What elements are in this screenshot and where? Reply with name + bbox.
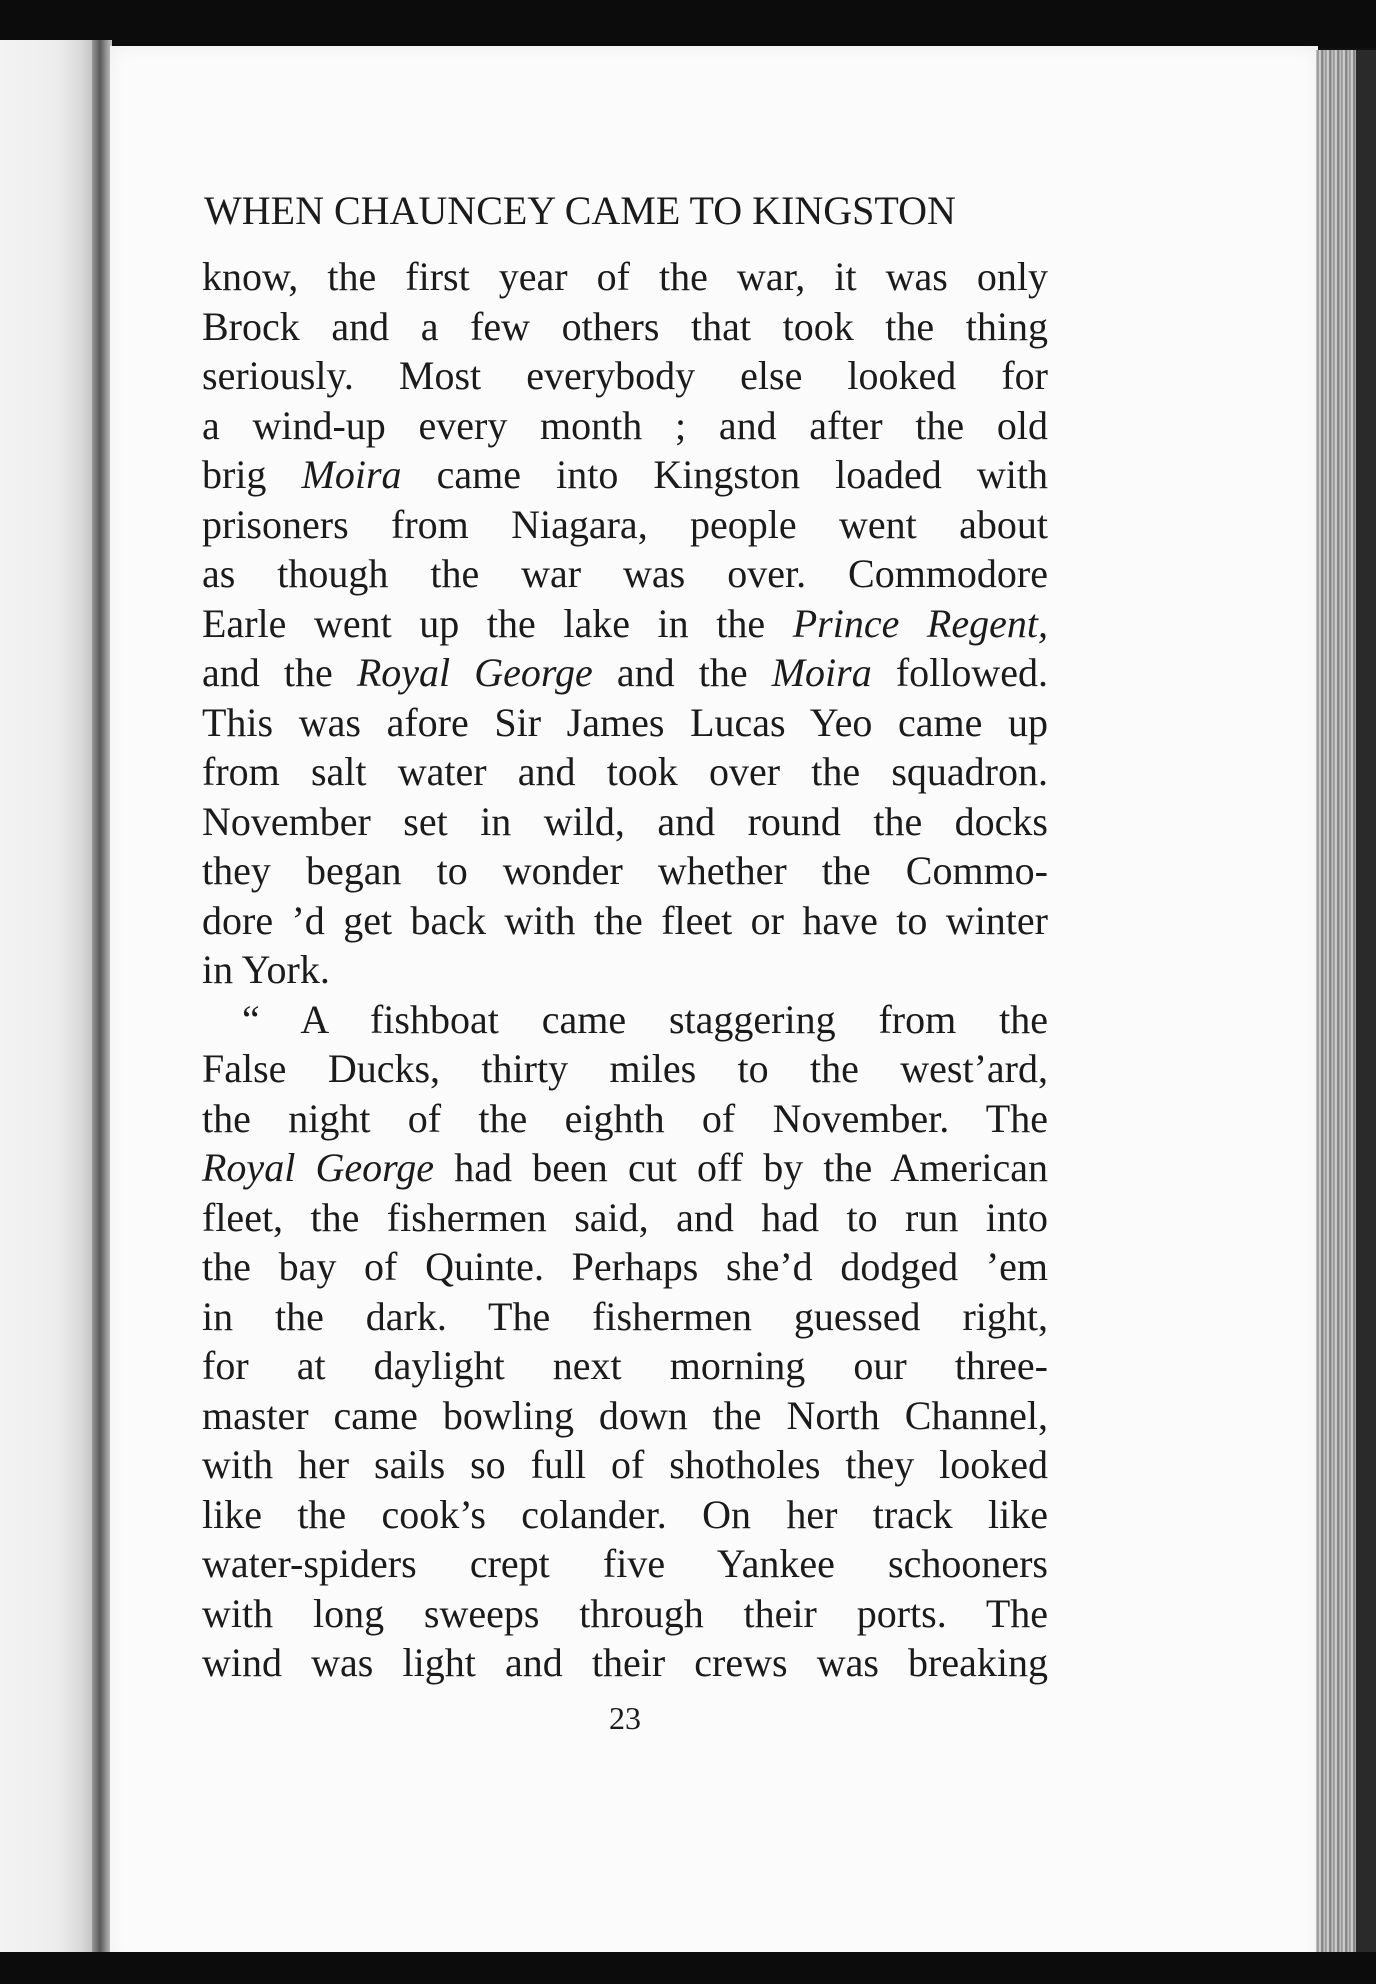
text-segment: know, the first year of the war, it was only bbox=[202, 254, 1048, 299]
italic-ship-name: Royal George bbox=[356, 650, 593, 695]
scan-top-border bbox=[0, 0, 1376, 48]
text-line bbox=[202, 1490, 1048, 1540]
text-segment: This was afore Sir James Lucas Yeo came up bbox=[202, 699, 1048, 745]
text-line bbox=[202, 846, 1048, 896]
text-segment: in York. bbox=[202, 947, 330, 992]
text-line bbox=[202, 1193, 1048, 1243]
text-line bbox=[202, 1539, 1048, 1589]
text-line bbox=[202, 797, 1048, 847]
text-line bbox=[202, 1589, 1048, 1639]
text-line bbox=[202, 648, 1048, 698]
text-segment: had been cut off by the American bbox=[434, 1145, 1049, 1190]
text-segment: as though the war was over. Commodore bbox=[202, 551, 1048, 596]
text-segment: the night of the eighth of November. The bbox=[202, 1095, 1048, 1141]
text-line bbox=[202, 1143, 1048, 1193]
text-segment: with her sails so full of shotholes they looked bbox=[202, 1442, 1048, 1487]
text-segment: and the bbox=[202, 650, 357, 695]
text-segment: from salt water and took over the squadron. bbox=[202, 749, 1048, 794]
text-segment: Earle went up the lake in the bbox=[202, 600, 793, 646]
text-line bbox=[202, 450, 1048, 500]
text-line bbox=[202, 1292, 1048, 1342]
text-segment: they began to wonder whether the Commo- bbox=[202, 848, 1048, 893]
text-line bbox=[202, 1638, 1048, 1688]
text-segment: False Ducks, thirty miles to the west’ard, bbox=[202, 1046, 1048, 1091]
text-line bbox=[202, 896, 1048, 946]
page-fore-edge bbox=[1316, 50, 1376, 1970]
text-segment: November set in wild, and round the docks bbox=[202, 798, 1048, 844]
text-line bbox=[202, 1341, 1048, 1391]
text-line bbox=[202, 995, 1048, 1045]
text-line bbox=[202, 252, 1048, 302]
text-line bbox=[202, 549, 1048, 599]
text-line bbox=[202, 500, 1048, 550]
text-line bbox=[202, 1242, 1048, 1292]
text-line bbox=[202, 351, 1048, 401]
text-line bbox=[202, 747, 1048, 797]
text-segment: Brock and a few others that took the thing bbox=[202, 303, 1048, 349]
text-line bbox=[202, 945, 1048, 995]
book-gutter bbox=[92, 40, 112, 1970]
text-segment: for at daylight next morning our three- bbox=[202, 1343, 1048, 1388]
page-number: 23 bbox=[609, 1700, 641, 1736]
text-segment: came into Kingston loaded with bbox=[401, 452, 1049, 497]
text-line bbox=[202, 599, 1048, 649]
text-segment: water-spiders crept five Yankee schooners bbox=[202, 1541, 1048, 1586]
text-segment: fleet, the fishermen said, and had to run into bbox=[202, 1194, 1048, 1240]
text-segment: dore ’d get back with the fleet or have to winter bbox=[202, 897, 1048, 943]
text-segment: and the bbox=[592, 650, 772, 695]
scan-bottom-border bbox=[0, 1952, 1376, 1984]
text-line bbox=[202, 698, 1048, 748]
facing-page-edge bbox=[0, 40, 96, 1970]
body-text bbox=[202, 252, 1048, 1688]
text-segment: brig bbox=[202, 452, 302, 497]
italic-ship-name: Moira bbox=[771, 650, 872, 695]
text-segment: seriously. Most everybody else looked for bbox=[202, 353, 1048, 398]
italic-ship-name: Moira bbox=[301, 452, 402, 497]
text-segment: a wind-up every month ; and after the old bbox=[202, 402, 1048, 448]
text-segment: in the dark. The fishermen guessed right, bbox=[202, 1293, 1048, 1339]
text-segment: prisoners from Niagara, people went about bbox=[202, 501, 1048, 547]
text-line bbox=[202, 1440, 1048, 1490]
text-segment: wind was light and their crews was breaking bbox=[202, 1640, 1048, 1685]
italic-ship-name: Royal George bbox=[202, 1145, 435, 1190]
text-line bbox=[202, 1094, 1048, 1144]
text-segment: the bay of Quinte. Perhaps she’d dodged ’em bbox=[202, 1244, 1048, 1289]
text-line bbox=[202, 302, 1048, 352]
text-line bbox=[202, 1044, 1048, 1094]
text-line bbox=[202, 401, 1048, 451]
italic-ship-name: Prince Regent, bbox=[792, 600, 1048, 646]
text-segment: with long sweeps through their ports. The bbox=[202, 1590, 1048, 1636]
text-segment: followed. bbox=[871, 650, 1049, 695]
running-head: WHEN CHAUNCEY CAME TO KINGSTON bbox=[204, 188, 956, 233]
text-segment: master came bowling down the North Channel, bbox=[202, 1392, 1048, 1438]
text-segment: “ A fishboat came staggering from the bbox=[242, 996, 1048, 1042]
text-segment: like the cook’s colander. On her track like bbox=[202, 1491, 1048, 1537]
text-line bbox=[202, 1391, 1048, 1441]
